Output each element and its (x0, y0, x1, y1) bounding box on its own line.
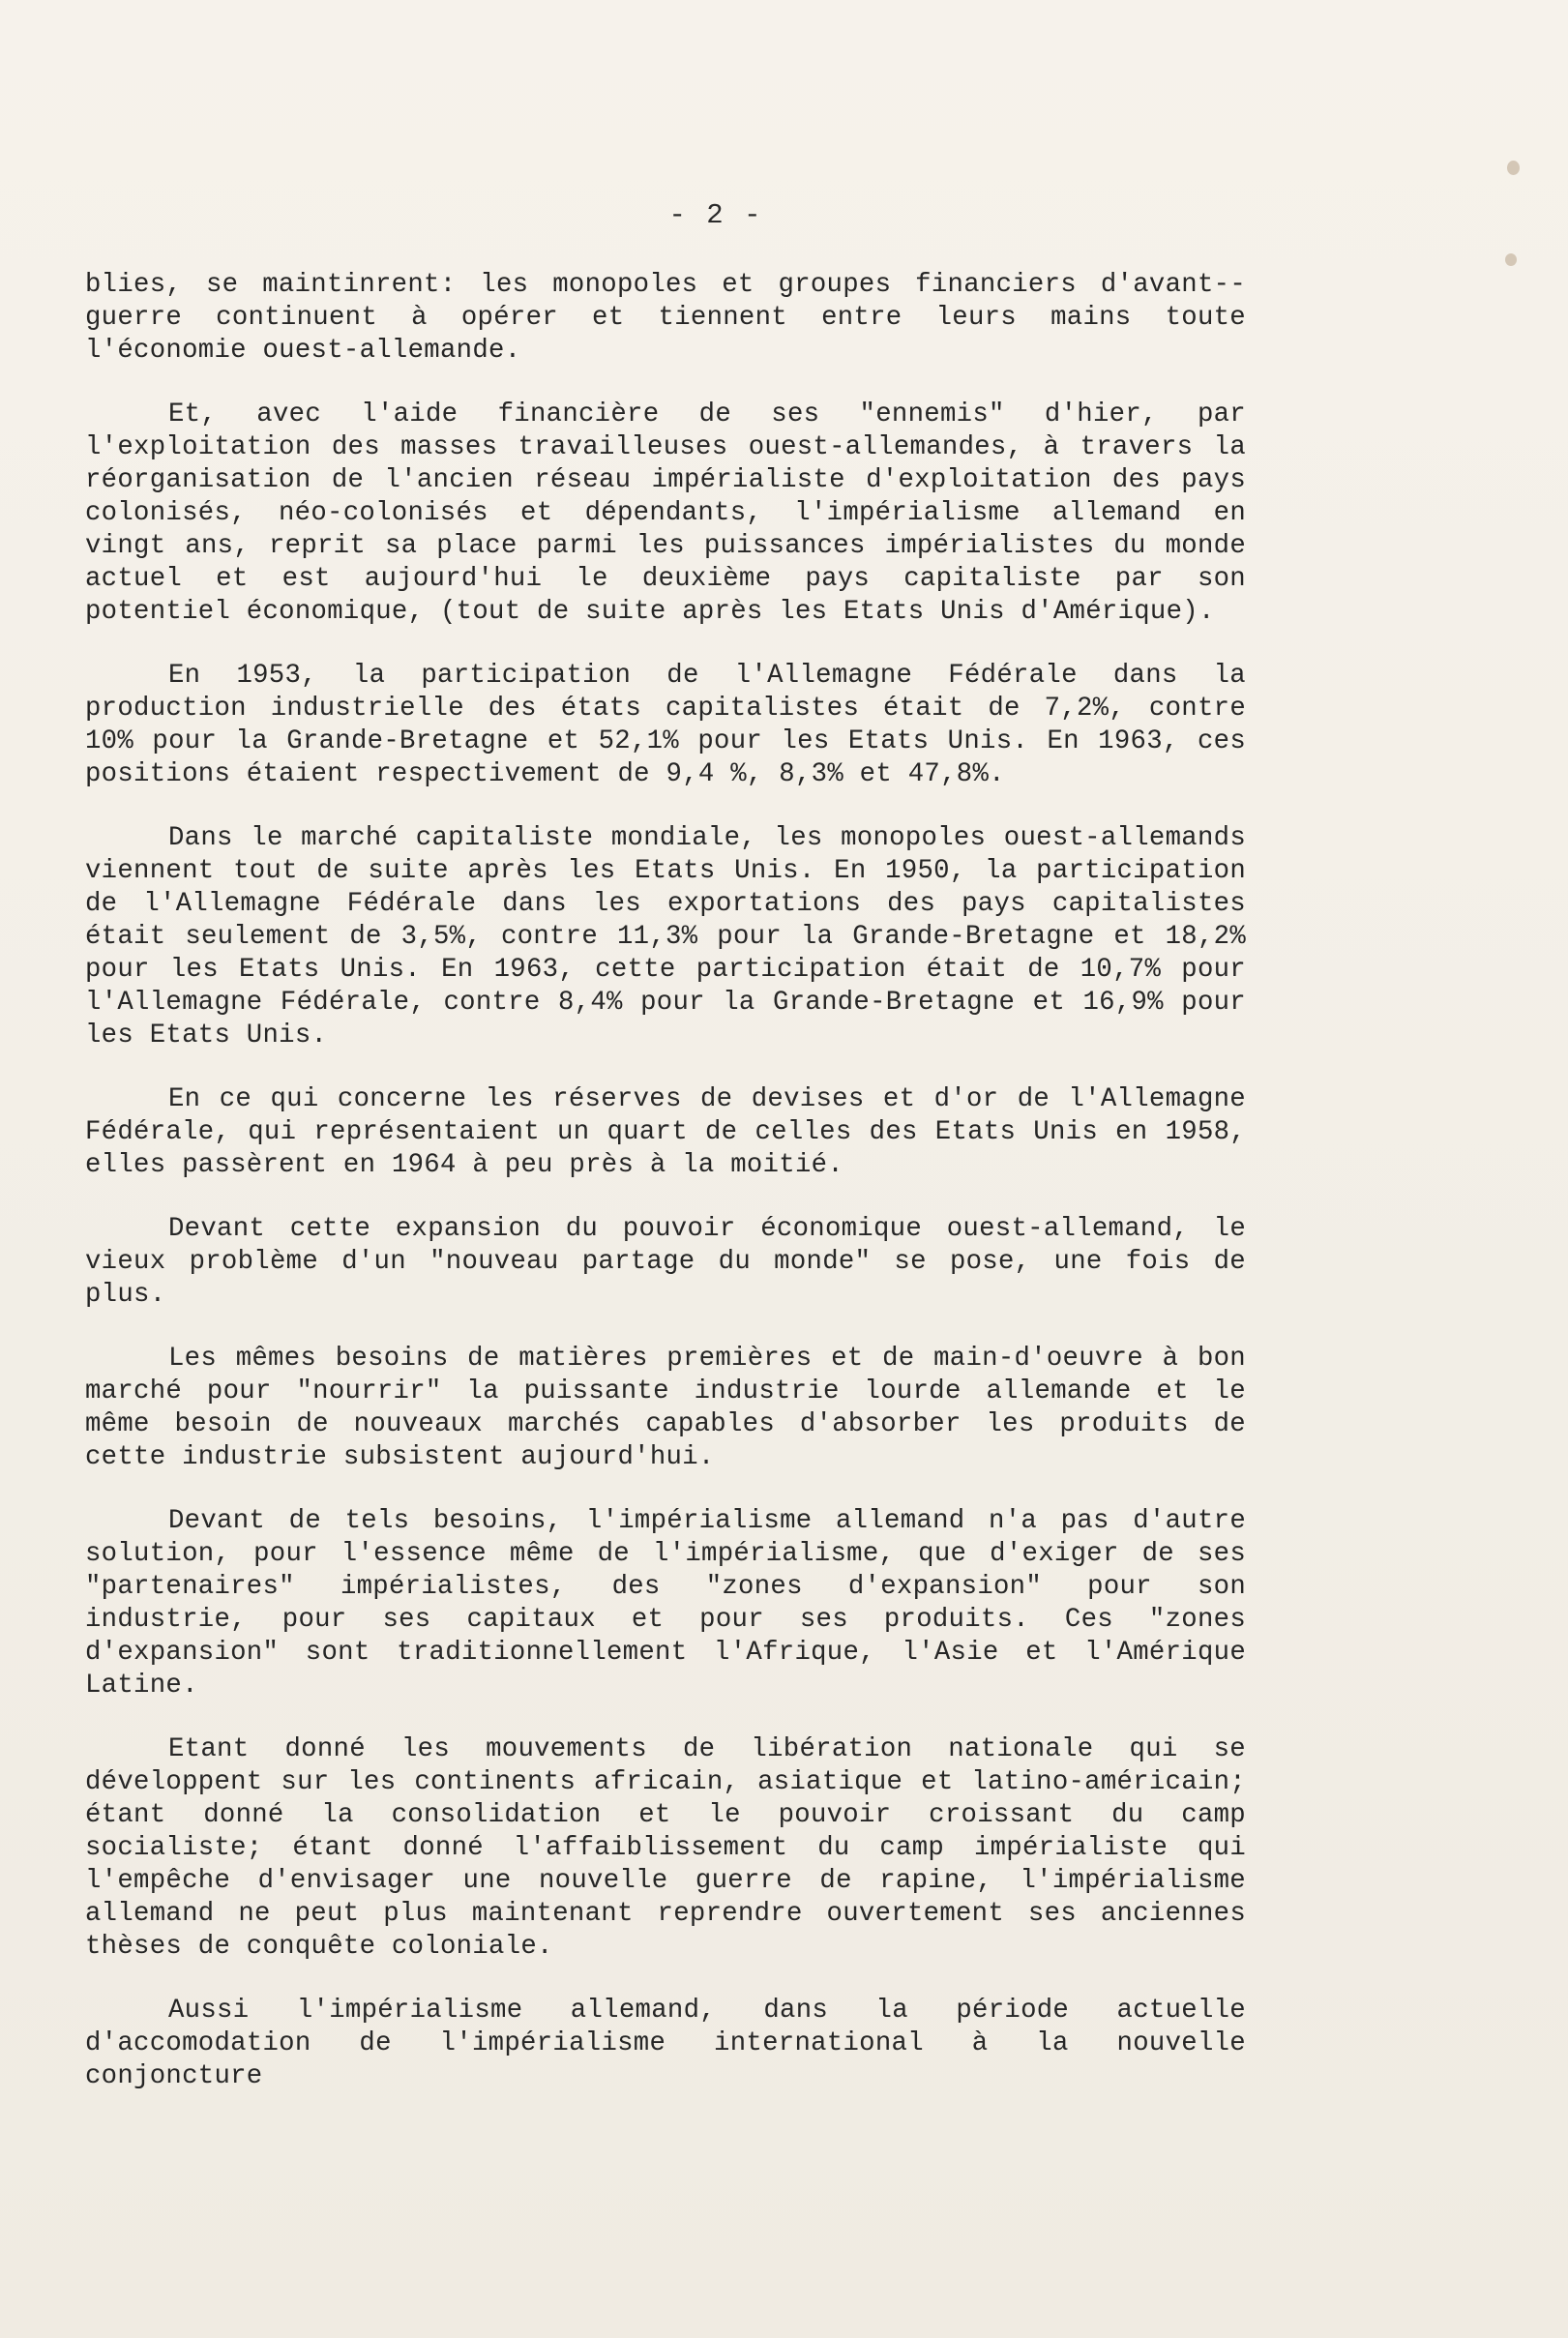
paragraph: Etant donné les mouvements de libération nationale qui se développent sur les continents africain, asiatique et latino-américain; étant donné la consolidation et le pouvoir croissant du camp socialiste; étant donné l'affaiblissement du camp impérialiste qui l'empêche d'envisager une nouvelle guerre de rapine, l'impérialisme allemand ne peut plus maintenant reprendre ouvertement ses anciennes thèses de conquête coloniale. (85, 1734, 1246, 1962)
paper-stain (1507, 161, 1520, 175)
paragraph: Les mêmes besoins de matières premières et de main-d'oeuvre à bon marché pour "nourrir" la puissante industrie lourde allemande et le même besoin de nouveaux marchés capables d'absorber les produits de cette industrie subsistent aujourd'hui. (85, 1344, 1246, 1472)
paragraph: En ce qui concerne les réserves de devises et d'or de l'Allemagne Fédérale, qui représentaient un quart de celles des Etats Unis en 1958, elles passèrent en 1964 à peu près à la moitié. (85, 1084, 1246, 1180)
paragraph: Aussi l'impérialisme allemand, dans la période actuelle d'accomodation de l'impérialisme international à la nouvelle conjoncture (85, 1996, 1246, 2091)
page-number: - 2 - (668, 199, 763, 231)
paragraph: Devant cette expansion du pouvoir économique ouest-allemand, le vieux problème d'un "nouveau partage du monde" se pose, une fois de plus. (85, 1214, 1246, 1310)
paragraph: Devant de tels besoins, l'impérialisme allemand n'a pas d'autre solution, pour l'essence même de l'impérialisme, que d'exiger de ses "partenaires" impérialistes, des "zones d'expansion" pour son industrie, pour ses capitaux et pour ses produits. Ces "zones d'expansion" sont traditionnellement l'Afrique, l'Asie et l'Amérique Latine. (85, 1506, 1246, 1701)
paragraph: En 1953, la participation de l'Allemagne Fédérale dans la production industrielle des états capitalistes était de 7,2%, contre 10% pour la Grande-Bretagne et 52,1% pour les Etats Unis. En 1963, ces positions étaient respectivement de 9,4 %, 8,3% et 47,8%. (85, 661, 1246, 789)
paragraph: Dans le marché capitaliste mondiale, les monopoles ouest-allemands viennent tout de suite après les Etats Unis. En 1950, la participation de l'Allemagne Fédérale dans les exportations des pays capitalistes était seulement de 3,5%, contre 11,3% pour la Grande-Bretagne et 18,2% pour les Etats Unis. En 1963, cette participation était de 10,7% pour l'Allemagne Fédérale, contre 8,4% pour la Grande-Bretagne et 16,9% pour les Etats Unis. (85, 823, 1246, 1051)
paragraph: Et, avec l'aide financière de ses "ennemis" d'hier, par l'exploitation des masses travailleuses ouest-allemandes, à travers la réorganisation de l'ancien réseau impérialiste d'exploitation des pays colonisés, néo-colonisés et dépendants, l'impérialisme allemand en vingt ans, reprit sa place parmi les puissances impérialistes du monde actuel et est aujourd'hui le deuxième pays capitaliste par son potentiel économique, (tout de suite après les Etats Unis d'Amérique). (85, 400, 1246, 627)
paragraph: blies, se maintinrent: les monopoles et groupes financiers d'avant--guerre continuent à opérer et tiennent entre leurs mains toute l'économie ouest-allemande. (85, 270, 1246, 366)
paper-stain (1505, 253, 1517, 266)
body-text (85, 269, 1246, 2124)
